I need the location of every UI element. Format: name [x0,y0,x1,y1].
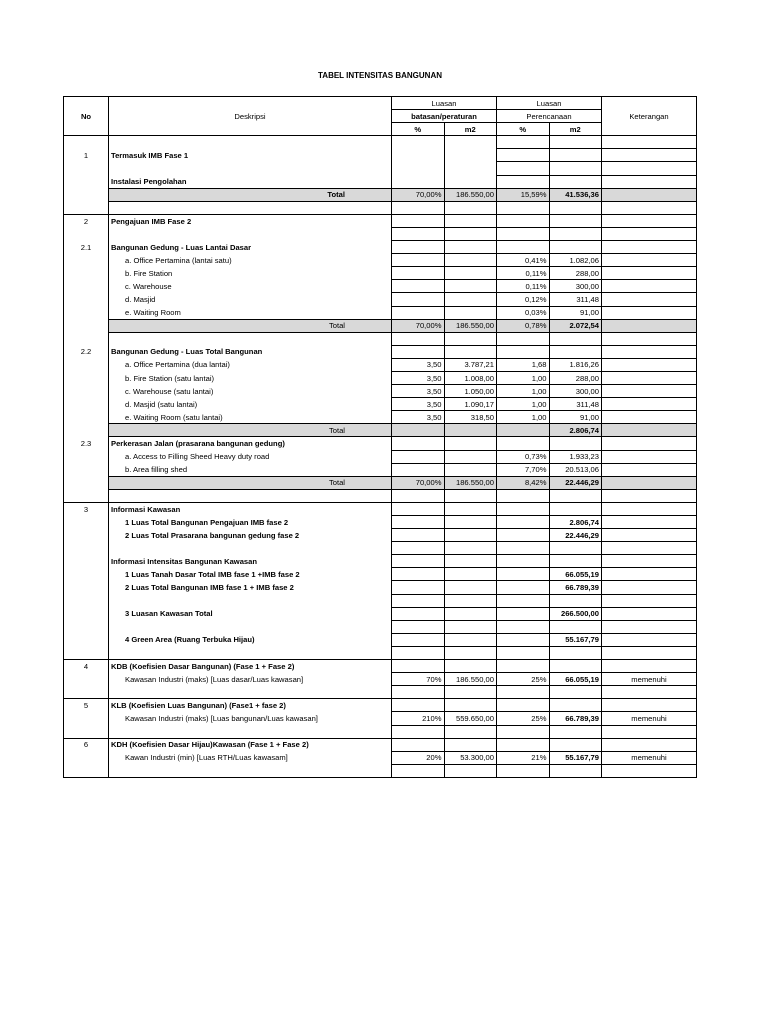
s22-item-4-a: 3,50 [392,411,445,424]
header-perencanaan: Perencanaan [497,110,602,123]
sec4-row: Kawasan Industri (maks) [Luas dasar/Luas kawasan] [109,673,392,686]
s21-item-0-pct: 0,41% [497,254,550,267]
sec4-title: KDB (Koefisien Dasar Bangunan) (Fase 1 + Fase 2) [109,660,392,673]
s22-title: Bangunan Gedung - Luas Total Bangunan [109,345,392,358]
s22-item-1-a: 3,50 [392,371,445,384]
sec3-j2-value: 66.789,39 [549,581,602,594]
header-deskripsi: Deskripsi [109,97,392,136]
header-pct-2: % [497,123,550,136]
s23-item-1-pct: 7,70% [497,463,550,476]
s22-no: 2.2 [64,345,109,358]
header-luasan-1: Luasan [392,97,497,110]
s21-item-0-m2: 1.082,06 [549,254,602,267]
sec6-val-2: 21% [497,751,550,764]
s23-item-1: b. Area filling shed [109,463,392,476]
s22-item-1-d: 288,00 [549,371,602,384]
s21-total-label: Total [109,319,392,332]
s22-item-2-c: 1,00 [497,385,550,398]
s23-no: 2.3 [64,437,109,450]
s22-item-1-b: 1.008,00 [444,371,497,384]
intensity-table [63,96,697,778]
sec1-title: Termasuk IMB Fase 1 [109,149,392,162]
s21-total-m2-2: 2.072,54 [549,319,602,332]
s22-item-3-b: 1.090,17 [444,398,497,411]
s22-item-0-c: 1,68 [497,358,550,371]
s21-item-4: e. Waiting Room [109,306,392,319]
s22-item-4: e. Waiting Room (satu lantai) [109,411,392,424]
s22-total: 2.806,74 [549,424,602,437]
s22-total-label: Total [109,424,392,437]
sec3-j3-value: 266.500,00 [549,607,602,620]
sec3-i2: 2 Luas Total Prasarana bangunan gedung fase 2 [109,529,392,542]
sec1-total-m2-1: 186.550,00 [444,188,497,201]
sec3-i1: 1 Luas Total Bangunan Pengajuan IMB fase 2 [109,516,392,529]
s21-item-4-pct: 0,03% [497,306,550,319]
s22-item-0-d: 1.816,26 [549,358,602,371]
sec5-val-2: 25% [497,712,550,725]
s22-item-4-b: 318,50 [444,411,497,424]
sec1-total-pct2: 15,59% [497,188,550,201]
sec4-val-0: 70% [392,673,445,686]
s21-item-1-m2: 288,00 [549,267,602,280]
s23-item-0: a. Access to Filling Sheed Heavy duty road [109,450,392,463]
sec4-val-2: 25% [497,673,550,686]
s21-item-4-m2: 91,00 [549,306,602,319]
s21-item-1-pct: 0,11% [497,267,550,280]
s22-item-1: b. Fire Station (satu lantai) [109,371,392,384]
sec6-row: Kawan Industri (min) [Luas RTH/Luas kawasam] [109,751,392,764]
s21-total-m2-1: 186.550,00 [444,319,497,332]
header-no: No [64,97,109,136]
sec5-no: 5 [64,699,109,712]
s22-item-2: c. Warehouse (satu lantai) [109,385,392,398]
s21-item-3: d. Masjid [109,293,392,306]
s23-total-pct2: 8,42% [497,476,550,489]
s22-item-0-a: 3,50 [392,358,445,371]
s22-item-3-d: 311,48 [549,398,602,411]
sec6-val-0: 20% [392,751,445,764]
sec5-val-3: 66.789,39 [549,712,602,725]
s23-item-0-m2: 1.933,23 [549,450,602,463]
s21-no: 2.1 [64,241,109,254]
s21-item-3-pct: 0,12% [497,293,550,306]
sec1-no: 1 [64,149,109,162]
sec6-no: 6 [64,738,109,751]
s23-total-label: Total [109,476,392,489]
s22-item-3-c: 1,00 [497,398,550,411]
s23-total-m2-1: 186.550,00 [444,476,497,489]
sec3-i1-value: 2.806,74 [549,516,602,529]
sec3-j1: 1 Luas Tanah Dasar Total IMB fase 1 +IMB fase 2 [109,568,392,581]
s22-item-3: d. Masjid (satu lantai) [109,398,392,411]
sec1-item: Instalasi Pengolahan [109,175,392,188]
header-m2-2: m2 [549,123,602,136]
header-luasan-2: Luasan [497,97,602,110]
s23-item-1-m2: 20.513,06 [549,463,602,476]
s21-item-2-pct: 0,11% [497,280,550,293]
s21-item-1: b. Fire Station [109,267,392,280]
s22-item-2-b: 1.050,00 [444,385,497,398]
sec4-no: 4 [64,660,109,673]
sec3-j1-value: 66.055,19 [549,568,602,581]
header-pct-1: % [392,123,445,136]
s21-item-3-m2: 311,48 [549,293,602,306]
sec1-total-pct1: 70,00% [392,188,445,201]
s21-item-0: a. Office Pertamina (lantai satu) [109,254,392,267]
s21-title: Bangunan Gedung - Luas Lantai Dasar [109,241,392,254]
header-keterangan: Keterangan [602,97,697,136]
sec3-j3: 3 Luasan Kawasan Total [109,607,392,620]
sec3-j4-value: 55.167,79 [549,633,602,646]
sec1-total-label: Total [109,188,392,201]
sec5-val-0: 210% [392,712,445,725]
sec2-title: Pengajuan IMB Fase 2 [109,214,392,227]
sec5-keterangan: memenuhi [602,712,697,725]
s21-item-2: c. Warehouse [109,280,392,293]
s22-item-0-b: 3.787,21 [444,358,497,371]
s23-item-0-pct: 0,73% [497,450,550,463]
s22-item-4-c: 1,00 [497,411,550,424]
sec3-title: Informasi Kawasan [109,502,392,515]
header-m2-1: m2 [444,123,497,136]
sec4-val-3: 66.055,19 [549,673,602,686]
sec3-j4: 4 Green Area (Ruang Terbuka Hijau) [109,633,392,646]
sec4-val-1: 186.550,00 [444,673,497,686]
sec2-no: 2 [64,214,109,227]
s22-item-3-a: 3,50 [392,398,445,411]
sec5-val-1: 559.650,00 [444,712,497,725]
sec3-i2-value: 22.446,29 [549,529,602,542]
s22-item-4-d: 91,00 [549,411,602,424]
s23-total-m2-2: 22.446,29 [549,476,602,489]
sec6-keterangan: memenuhi [602,751,697,764]
s22-item-2-a: 3,50 [392,385,445,398]
s23-title: Perkerasan Jalan (prasarana bangunan gedung) [109,437,392,450]
sec3-j2: 2 Luas Total Bangunan IMB fase 1 + IMB fase 2 [109,581,392,594]
sec1-total-m2-2: 41.536,36 [549,188,602,201]
s21-total-pct2: 0,78% [497,319,550,332]
sec5-row: Kawasan Industri (maks) [Luas bangunan/Luas kawasan] [109,712,392,725]
sec4-keterangan: memenuhi [602,673,697,686]
sec6-title: KDH (Koefisien Dasar Hijau)Kawasan (Fase 1 + Fase 2) [109,738,392,751]
s21-item-2-m2: 300,00 [549,280,602,293]
header-batasan: batasan/peraturan [392,110,497,123]
s22-item-0: a. Office Pertamina (dua lantai) [109,358,392,371]
s22-item-2-d: 300,00 [549,385,602,398]
s21-total-pct1: 70,00% [392,319,445,332]
sec3-title2: Informasi Intensitas Bangunan Kawasan [109,555,392,568]
s23-total-pct1: 70,00% [392,476,445,489]
page-title: TABEL INTENSITAS BANGUNAN [318,71,442,80]
sec6-val-3: 55.167,79 [549,751,602,764]
sec3-no: 3 [64,502,109,515]
sec6-val-1: 53.300,00 [444,751,497,764]
s22-item-1-c: 1,00 [497,371,550,384]
sec5-title: KLB (Koefisien Luas Bangunan) (Fase1 + fase 2) [109,699,392,712]
